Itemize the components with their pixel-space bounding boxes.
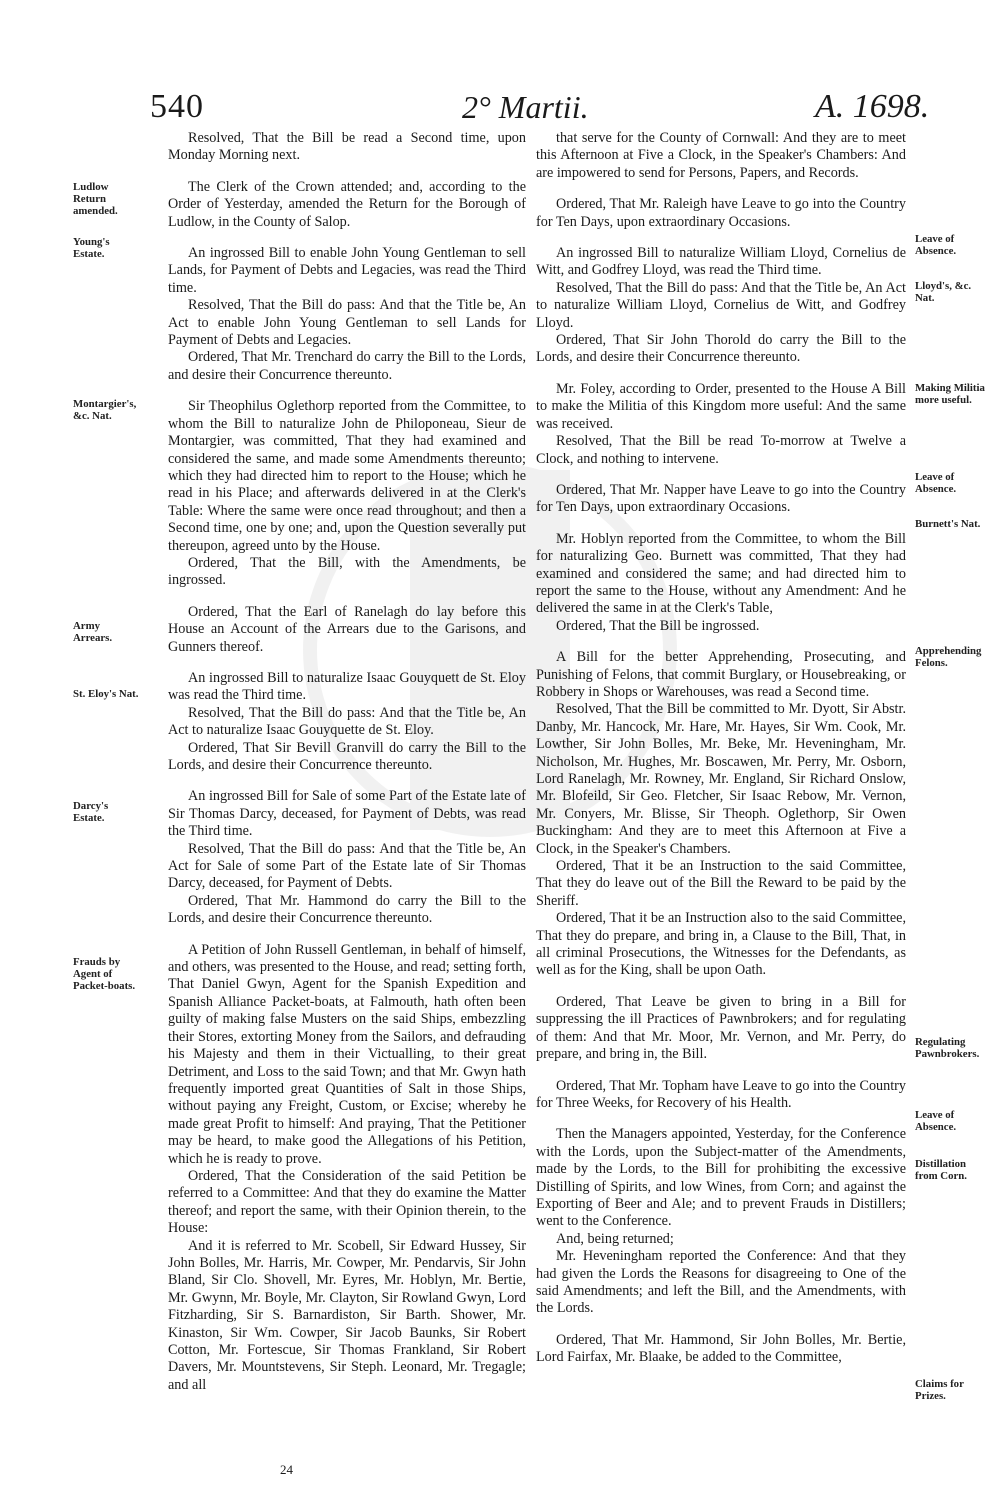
left-paragraph: The Clerk of the Crown attended; and, according to the Order of Yesterday, amended the Return for the Borough of Ludlow, in the County of Salop. [168,178,526,230]
paragraph-gap [168,165,526,179]
right-paragraph: And, being returned; [556,1230,674,1247]
left-column [168,130,526,1394]
margin-note: Apprehending Felons. [915,645,982,670]
paragraph-gap [168,656,526,670]
margin-note: Regulating Pawnbrokers. [915,1036,980,1061]
margin-note: Montargier's, &c. Nat. [73,398,137,423]
margin-note: Army Arrears. [73,620,113,645]
margin-note: Burnett's Nat. [915,518,981,530]
paragraph-gap [536,468,906,482]
left-paragraph: Resolved, That the Bill do pass: And that the Title be, An Act to naturalize Isaac Gouyquette de St. Eloy. [168,704,526,739]
right-paragraph: Mr. Foley, according to Order, presented to the House A Bill to make the Militia of this Kingdom more useful: And the same was received. [536,380,906,432]
left-paragraph: An ingrossed Bill to naturalize Isaac Gouyquett de St. Eloy was read the Third time. [168,669,526,704]
paragraph-gap [168,231,526,245]
left-paragraph: Resolved, That the Bill be read a Second time, upon Monday Morning next. [168,130,526,164]
left-paragraph: Ordered, That Mr. Trenchard do carry the Bill to the Lords, and desire their Concurrence thereunto. [168,349,526,383]
paragraph-gap [536,182,906,196]
left-paragraph: Ordered, That the Earl of Ranelagh do lay before this House an Account of the Arrears due to the Garisons, and Gunners thereof. [168,603,526,655]
paragraph-gap [536,635,906,649]
paragraph-gap [536,517,906,531]
margin-note: Making Militia more useful. [915,382,985,407]
right-paragraph: Mr. Heveningham reported the Conference: And that they had given the Lords the Reasons for disagreeing to One of the said Amendments; and left the Bill, and the Amendments, with the Lords. [536,1248,906,1317]
left-paragraph: A Petition of John Russell Gentleman, in behalf of himself, and others, was presented to the House, and read; setting forth, That Daniel Gwyn, Agent for the Spanish Expedition and Spanish Alliance Packet-boats, at Falmouth, hath often been guilty of making false Musters on the said Ships, embezzling their Stores, extorting Money from the Sailors, and defrauding his Majesty and them in their Victualling, to their great Detriment, and Loss to the said Town; and that Mr. Gwyn hath frequently imported great Quantities of Salt in those Ships, without paying any Freight, Custom, or Excise; whereby he made great Profit to himself: And praying, That the Petitioner may be heard, to make good the Allegations of his Petition, which he is ready to prove. [168,941,526,1167]
margin-note: Leave of Absence. [915,471,957,496]
right-paragraph: Ordered, That Sir John Thorold do carry the Bill to the Lords, and desire their Concurrence thereunto. [536,332,906,366]
margin-note: Ludlow Return amended. [73,181,118,218]
margin-note: Claims for Prizes. [915,1378,964,1403]
right-paragraph: Ordered, That Leave be given to bring in a Bill for suppressing the ill Practices of Pawnbrokers; and for regulating of them: And that Mr. Moor, Mr. Vernon, and Mr. Perry, do prepare, and bring in, the Bill. [536,993,906,1063]
paragraph-gap [536,1318,906,1332]
margin-note: Distillation from Corn. [915,1158,967,1183]
margin-note: St. Eloy's Nat. [73,688,139,700]
margin-note: Leave of Absence. [915,1109,957,1134]
paragraph-gap [168,384,526,398]
page-date: 2° Martii. [462,89,589,125]
margin-note: Leave of Absence. [915,233,957,258]
left-paragraph: Resolved, That the Bill do pass: And that the Title be, An Act for Sale of some Part of the Estate late of Sir Thomas Darcy, deceased, for Payment of Debts. [168,840,526,892]
left-paragraph: Ordered, That Sir Bevill Granvill do carry the Bill to the Lords, and desire their Concurrence thereunto. [168,739,526,773]
right-paragraph: Ordered, That the Bill be ingrossed. [556,617,760,634]
left-paragraph: Ordered, That the Bill, with the Amendments, be ingrossed. [168,554,526,589]
folio-signature: 24 [280,1462,293,1477]
paragraph-gap [536,1112,906,1126]
right-paragraph: Resolved, That the Bill be read To-morrow at Twelve a Clock, and nothing to intervene. [536,433,906,467]
margin-note: Young's Estate. [73,236,110,261]
left-paragraph: And it is referred to Mr. Scobell, Sir Edward Hussey, Sir John Bolles, Mr. Harris, Mr. Cowper, Mr. Pendarvis, Sir John Bland, Sir Clo. Shovell, Mr. Eyres, Mr. Hoblyn, Mr. Bertie, Mr. Gwynn, Mr. Boyle, Mr. Clayton, Sir Rowland Gwyn, Lord Fitzharding, Sir S. Barnardiston, Sir Barth. Shower, Mr. Kinaston, Sir Wm. Cowper, Sir Jacob Baunks, Sir Robert Cotton, Mr. Fortescue, Sir Thomas Frankland, Sir Robert Davers, Mr. Mountstevens, Sir Steph. Leonard, Mr. Tregagle; and all [168,1237,526,1393]
left-paragraph: Ordered, That Mr. Hammond do carry the Bill to the Lords, and desire their Concurrence thereunto. [168,892,526,927]
paragraph-gap [536,367,906,381]
paragraph-gap [536,980,906,994]
left-paragraph: Ordered, That the Consideration of the said Petition be referred to a Committee: And that they do examine the Matter thereof; and report the same, with their Opinion therein, to the House: [168,1167,526,1237]
paragraph-gap [536,231,906,245]
right-paragraph: Mr. Hoblyn reported from the Committee, to whom the Bill for naturalizing Geo. Burnett was committed, That they had examined and considered the same; and had directed him to report the same to the House, without any Amendment: And he delivered the same in at the Clerk's Table, [536,530,906,617]
right-paragraph: Ordered, That Mr. Hammond, Sir John Bolles, Mr. Bertie, Lord Fairfax, Mr. Blaake, be added to the Committee, [536,1331,906,1366]
right-column [536,130,906,1367]
page-number: 540 [150,88,204,125]
right-paragraph: that serve for the County of Cornwall: And they are to meet this Afternoon at Five a Clock, in the Speaker's Chambers: And are impowered to send for Persons, Papers, and Records. [536,130,906,181]
right-paragraph: Ordered, That it be an Instruction also to the said Committee, That they do prepare, and bring in, a Clause to the Bill, That, in all criminal Prosecutions, the Witnesses for the Defendants, as well as for the King, shall be upon Oath. [536,910,906,979]
margin-note: Darcy's Estate. [73,800,109,825]
page-year: A. 1698. [815,88,930,125]
paragraph-gap [536,1064,906,1078]
right-paragraph: Resolved, That the Bill do pass: And that the Title be, An Act to naturalize William Lloyd, Cornelius de Witt, and Godfrey Lloyd. [536,279,906,331]
right-paragraph: Ordered, That Mr. Raleigh have Leave to go into the Country for Ten Days, upon extraordinary Occasions. [536,196,906,230]
right-paragraph: A Bill for the better Apprehending, Prosecuting, and Punishing of Felons, that commit Burglary, or Housebreaking, or Robbery in Shops or Warehouses, was read a Second time. [536,649,906,700]
right-paragraph: Resolved, That the Bill be committed to Mr. Dyott, Sir Abstr. Danby, Mr. Hancock, Mr. Hare, Mr. Hayes, Sir Wm. Cook, Mr. Lowther, Sir John Bolles, Mr. Beke, Mr. Heveningham, Mr. Nicholson, Mr. Hughes, Mr. Boscawen, Mr. Perry, Mr. Osborn, Lord Ranelagh, Mr. Rowney, Mr. England, Sir Richard Onslow, Mr. Blofeild, Sir Geo. Fletcher, Sir Isaac Rebow, Mr. Vernon, Mr. Conyers, Mr. Blisse, Sir Theoph. Oglethorp, Sir Owen Buckingham: And they are to meet this Afternoon at Five a Clock, in the Speaker's Chambers. [536,701,906,857]
left-paragraph: An ingrossed Bill for Sale of some Part of the Estate late of Sir Thomas Darcy, deceased, for Payment of Debts, was read the Third time. [168,788,526,840]
paragraph-gap [168,928,526,942]
margin-note: Lloyd's, &c. Nat. [915,280,972,305]
right-paragraph: Then the Managers appointed, Yesterday, for the Conference with the Lords, upon the Subject-matter of the Amendments, made by the Lords, to the Bill for prohibiting the excessive Distilling of Spirits, and low Wines, from Corn; and against the Exporting of Beer and Ale; and to prevent Frauds in Distillers; went to the Conference. [536,1126,906,1230]
left-paragraph: Sir Theophilus Oglethorp reported from the Committee, to whom the Bill to naturalize John de Philoponeau, Sieur de Montargier, was committed, That they had examined and considered the same, and made some Amendments thereunto; which they had directed him to report to the House; which he read in his Place; and afterwards delivered in at the Clerk's Table: Where the same were once read throughout; and then a Second time, one by one; and, upon the Question severally put thereupon, agreed unto by the House. [168,398,526,554]
right-paragraph: Ordered, That Mr. Napper have Leave to go into the Country for Ten Days, upon extraordinary Occasions. [536,481,906,516]
right-paragraph: Ordered, That it be an Instruction to the said Committee, That they do leave out of the Bill the Reward to be paid by the Sheriff. [536,858,906,909]
left-paragraph: An ingrossed Bill to enable John Young Gentleman to sell Lands, for Payment of Debts and Legacies, was read the Third time. [168,245,526,296]
right-paragraph: An ingrossed Bill to naturalize William Lloyd, Cornelius de Witt, and Godfrey Lloyd, was read the Third time. [536,245,906,279]
paragraph-gap [168,590,526,604]
left-paragraph: Resolved, That the Bill do pass: And that the Title be, An Act to enable John Young Gentleman to sell Lands for Payment of Debts and Legacies. [168,297,526,349]
right-paragraph: Ordered, That Mr. Topham have Leave to go into the Country for Three Weeks, for Recovery of his Health. [536,1077,906,1111]
paragraph-gap [168,774,526,788]
margin-note: Frauds by Agent of Packet-boats. [73,956,136,993]
